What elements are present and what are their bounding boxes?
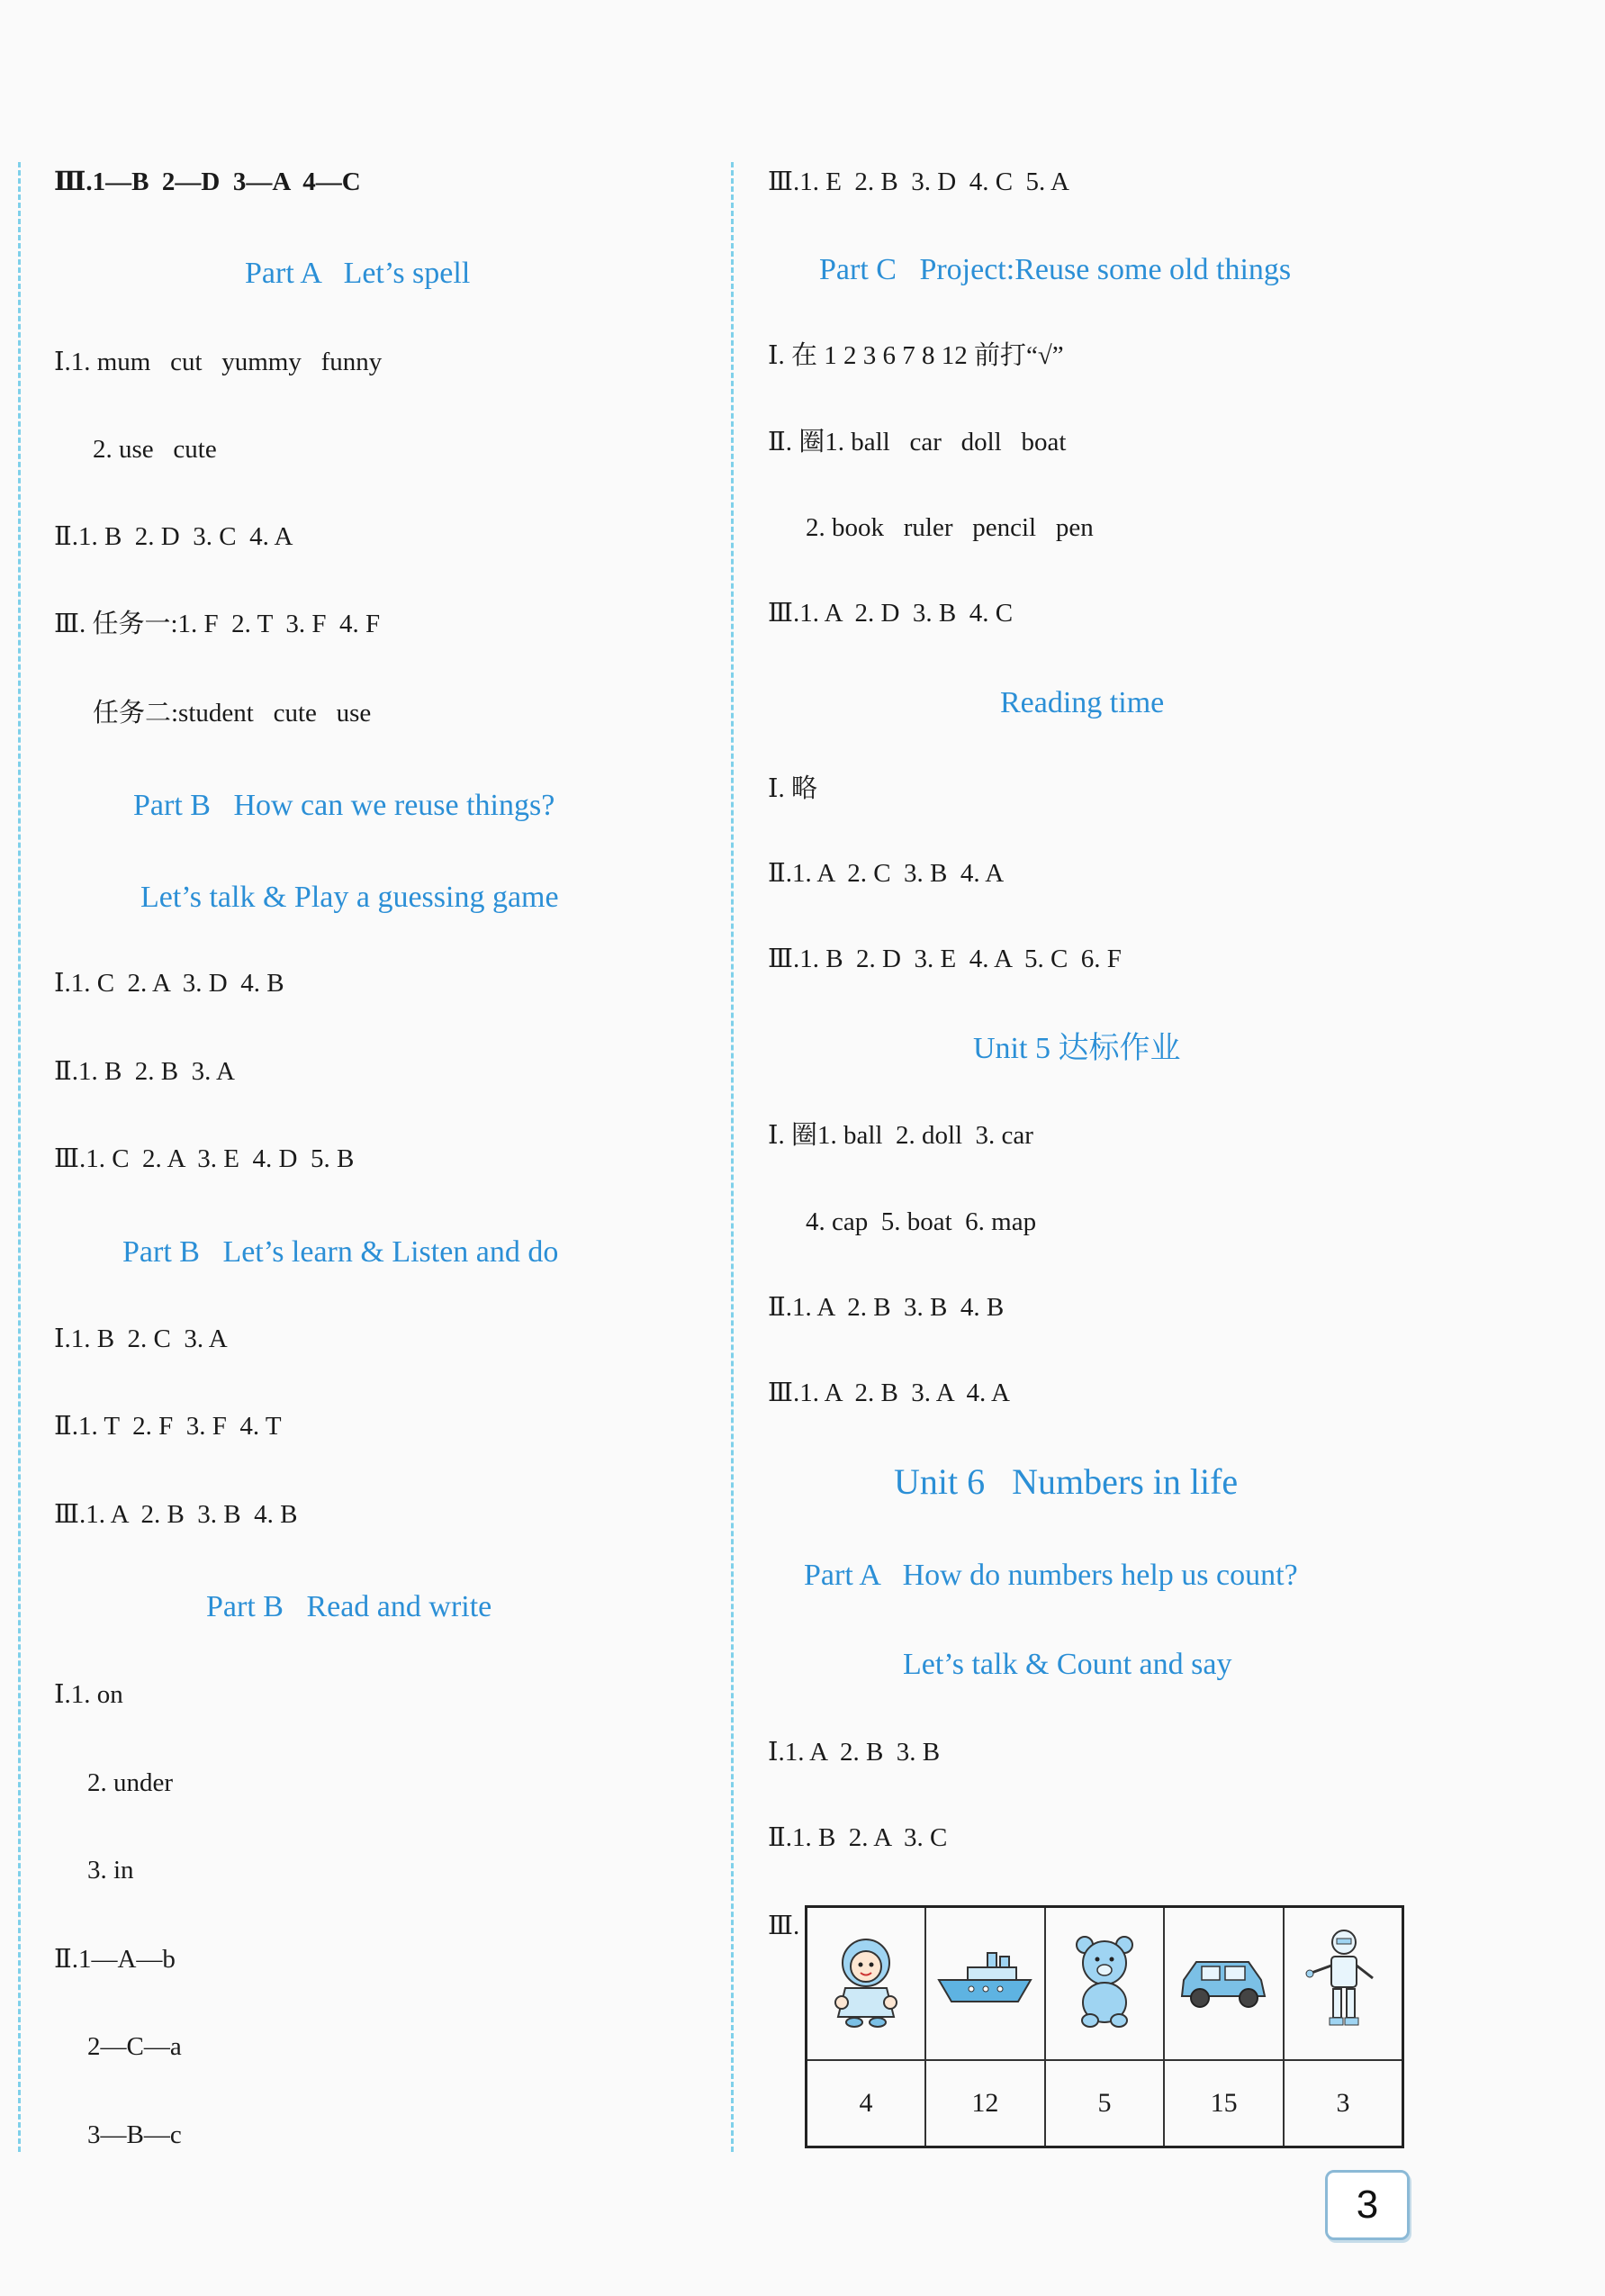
left-line-12: Ⅲ.1. A 2. B 3. B 4. B	[54, 1500, 298, 1529]
left-line-13: Ⅰ.1. on	[54, 1680, 123, 1709]
left-margin-dashes	[18, 162, 21, 2152]
right-heading-1: Part C Project:Reuse some old things	[819, 253, 1292, 286]
page-number: 3	[1325, 2170, 1410, 2240]
right-line-6: Ⅰ. 略	[768, 774, 817, 803]
right-heading-6: Let’s talk & Count and say	[903, 1648, 1232, 1681]
robot-picture-cell	[1284, 1907, 1403, 2061]
teddy-bear-icon	[1068, 1930, 1141, 2029]
right-line-8: Ⅲ.1. B 2. D 3. E 4. A 5. C 6. F	[768, 945, 1122, 973]
right-heading-3: Unit 5 达标作业	[973, 1032, 1181, 1065]
right-line-9: Ⅰ. 圈1. ball 2. doll 3. car	[768, 1121, 1033, 1150]
right-line-10: 4. cap 5. boat 6. map	[806, 1207, 1037, 1236]
left-line-9: Ⅲ.1. C 2. A 3. E 4. D 5. B	[54, 1144, 355, 1173]
teddy-bear-count: 5	[1045, 2060, 1165, 2147]
right-heading-2: Reading time	[1000, 686, 1165, 719]
left-line-17: 2—C—a	[87, 2032, 182, 2061]
right-line-1: Ⅲ.1. E 2. B 3. D 4. C 5. A	[768, 167, 1069, 196]
left-line-1: Ⅲ.1—B 2—D 3—A 4—C	[54, 167, 361, 196]
doll-icon	[825, 1930, 906, 2029]
left-line-8: Ⅱ.1. B 2. B 3. A	[54, 1057, 235, 1086]
right-line-2: Ⅰ. 在 1 2 3 6 7 8 12 前打“√”	[768, 341, 1064, 370]
right-line-4: 2. book ruler pencil pen	[806, 513, 1094, 542]
right-line-3: Ⅱ. 圈1. ball car doll boat	[768, 428, 1067, 456]
left-heading-1: Part A Let’s spell	[245, 257, 471, 290]
left-line-15: 3. in	[87, 1856, 134, 1885]
boat-count: 12	[925, 2060, 1045, 2147]
left-heading-5: Part B Read and write	[206, 1590, 492, 1623]
teddy-bear-picture-cell	[1045, 1907, 1165, 2061]
left-line-4: Ⅱ.1. B 2. D 3. C 4. A	[54, 522, 293, 551]
left-line-10: Ⅰ.1. B 2. C 3. A	[54, 1324, 228, 1353]
doll-count: 4	[807, 2060, 926, 2147]
car-count: 15	[1164, 2060, 1284, 2147]
right-line-15: Ⅲ.	[768, 1912, 800, 1940]
left-line-6: 任务二:student cute use	[93, 699, 372, 728]
left-line-14: 2. under	[87, 1768, 174, 1797]
left-heading-2: Part B How can we reuse things?	[133, 789, 555, 822]
left-heading-4: Part B Let’s learn & Listen and do	[122, 1235, 559, 1269]
right-line-12: Ⅲ.1. A 2. B 3. A 4. A	[768, 1379, 1010, 1407]
car-icon	[1175, 1944, 1274, 2016]
right-line-7: Ⅱ.1. A 2. C 3. B 4. A	[768, 859, 1005, 888]
boat-icon	[935, 1944, 1034, 2016]
car-picture-cell	[1164, 1907, 1284, 2061]
right-line-13: Ⅰ.1. A 2. B 3. B	[768, 1738, 941, 1767]
left-line-5: Ⅲ. 任务一:1. F 2. T 3. F 4. F	[54, 610, 381, 638]
left-heading-3: Let’s talk & Play a guessing game	[140, 881, 559, 914]
right-line-5: Ⅲ.1. A 2. D 3. B 4. C	[768, 599, 1014, 628]
right-heading-4: Unit 6 Numbers in life	[894, 1461, 1239, 1502]
right-line-11: Ⅱ.1. A 2. B 3. B 4. B	[768, 1293, 1005, 1322]
doll-picture-cell	[807, 1907, 926, 2061]
left-line-18: 3—B—c	[87, 2120, 182, 2149]
center-divider-dashes	[731, 162, 734, 2152]
robot-icon	[1303, 1926, 1384, 2034]
count-table	[805, 1905, 1404, 2148]
left-line-2: Ⅰ.1. mum cut yummy funny	[54, 348, 383, 376]
left-line-3: 2. use cute	[93, 435, 217, 464]
right-line-14: Ⅱ.1. B 2. A 3. C	[768, 1823, 948, 1852]
boat-picture-cell	[925, 1907, 1045, 2061]
robot-count: 3	[1284, 2060, 1403, 2147]
left-line-16: Ⅱ.1—A—b	[54, 1945, 176, 1974]
left-line-7: Ⅰ.1. C 2. A 3. D 4. B	[54, 969, 284, 998]
right-heading-5: Part A How do numbers help us count?	[804, 1559, 1298, 1592]
left-line-11: Ⅱ.1. T 2. F 3. F 4. T	[54, 1412, 282, 1441]
